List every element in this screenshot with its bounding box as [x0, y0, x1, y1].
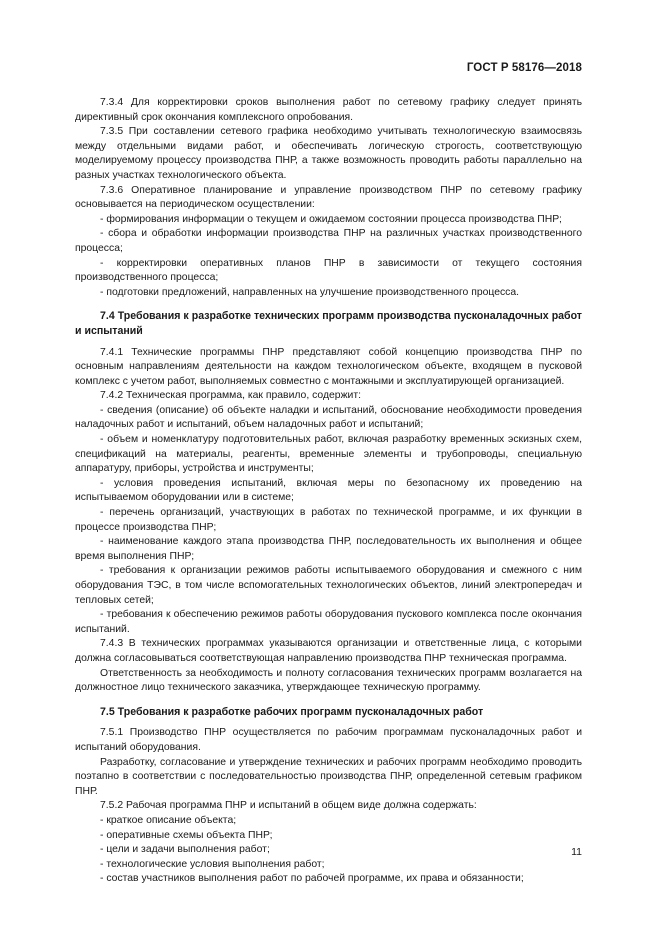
paragraph-7-5-1: 7.5.1 Производство ПНР осуществляется по рабочим программам пусконаладочных работ и испытаний оборудования. — [75, 727, 582, 753]
page-number: 11 — [571, 846, 582, 858]
list-item: - корректировки оперативных планов ПНР в зависимости от текущего состояния производственного процесса; — [75, 257, 582, 284]
paragraph-7-4-3-responsibility: Ответственность за необходимость и полноту согласования технических программ возлагается на должностное лицо технического заказчика, утверждающее техническую программу. — [75, 667, 582, 694]
paragraph-7-3-6: 7.3.6 Оперативное планирование и управление производством ПНР по сетевому графику основывается на периодическом осуществлении: — [75, 184, 582, 211]
standard-header: ГОСТ Р 58176—2018 — [466, 62, 582, 74]
paragraph-7-3-5: 7.3.5 При составлении сетевого графика необходимо учитывать технологическую взаимосвязь между отдельными видами работ, и обеспечивать логическую строгость, соответствующую моделируемому процессу производства ПНР, а также возможность проводить работы параллельно на разных участках технологического объекта. — [75, 126, 582, 181]
list-item: - требования к обеспечению режимов работы оборудования пускового комплекса после окончания испытаний. — [75, 609, 582, 635]
list-item: - оперативные схемы объекта ПНР; — [100, 829, 273, 841]
list-7-3-6 — [75, 213, 582, 301]
list-item: - состав участников выполнения работ по рабочей программе, их права и обязанности; — [100, 873, 524, 885]
list-7-4-2 — [75, 404, 582, 638]
list-item: - наименование каждого этапа производства ПНР, последовательность их выполнения и общее время выполнения ПНР; — [75, 536, 582, 562]
paragraph-7-4-1: 7.4.1 Технические программы ПНР представляют собой концепцию производства ПНР по основным направлениям деятельности на каждом технологическом объекте, входящем в пусковой комплекс с учетом работ, выполняемых совместно с монтажными и эксплуатирующей организацией. — [75, 346, 582, 387]
paragraph-7-5-1-development: Разработку, согласование и утверждение технических и рабочих программ необходимо проводить поэтапно в соответствии с последовательностью производства ПНР, определенной сетевым графиком ПНР. — [75, 756, 582, 797]
list-item: - цели и задачи выполнения работ; — [100, 844, 270, 856]
list-item: - сбора и обработки информации производства ПНР на различных участках производственного процесса; — [75, 228, 582, 254]
section-heading-7-5: 7.5 Требования к разработке рабочих программ пусконаладочных работ — [100, 705, 484, 718]
list-item: - технологические условия выполнения работ; — [100, 858, 325, 870]
list-item: - требования к организации режимов работы испытываемого оборудования и смежного с ним оборудования ТЭС, в том числе вспомогательных технологических объектов, линий электропередач и тепловых сетей; — [75, 565, 582, 606]
paragraph-7-5-2: 7.5.2 Рабочая программа ПНР и испытаний в общем виде должна содержать: — [100, 800, 477, 812]
list-7-5-2 — [75, 814, 582, 887]
page-content — [75, 96, 582, 887]
list-item: - перечень организаций, участвующих в работах по технической программе, и их функции в процессе производства ПНР; — [75, 507, 582, 533]
list-item: - сведения (описание) об объекте наладки и испытаний, обоснование необходимости проведения наладочных работ и испытаний, объем наладочных работ и испытаний; — [75, 404, 582, 431]
section-heading-7-4: 7.4 Требования к разработке технических программ производства пусконаладочных работ и испытаний — [75, 310, 582, 337]
list-item: - подготовки предложений, направленных на улучшение производственного процесса. — [100, 286, 520, 298]
paragraph-7-4-2: 7.4.2 Техническая программа, как правило, содержит: — [100, 390, 361, 402]
list-item: - объем и номенклатуру подготовительных работ, включая разработку временных эскизных схем, спецификаций на материалы, реагенты, временные элементы и трубопроводы, специальную аппаратуру, приборы, устройства и инструменты; — [75, 434, 582, 475]
list-item: - краткое описание объекта; — [100, 814, 237, 826]
paragraph-7-3-4: 7.3.4 Для корректировки сроков выполнения работ по сетевому графику следует принять директивный срок окончания комплексного опробования. — [75, 97, 582, 123]
list-item: - формирования информации о текущем и ожидаемом состоянии процесса производства ПНР; — [100, 213, 562, 225]
list-item: - условия проведения испытаний, включая меры по безопасному их проведению на испытываемом оборудовании или в системе; — [75, 477, 582, 504]
paragraph-7-4-3: 7.4.3 В технических программах указываются организации и ответственные лица, с которыми должна согласовываться соответствующая направлению производства ПНР техническая программа. — [75, 638, 582, 664]
